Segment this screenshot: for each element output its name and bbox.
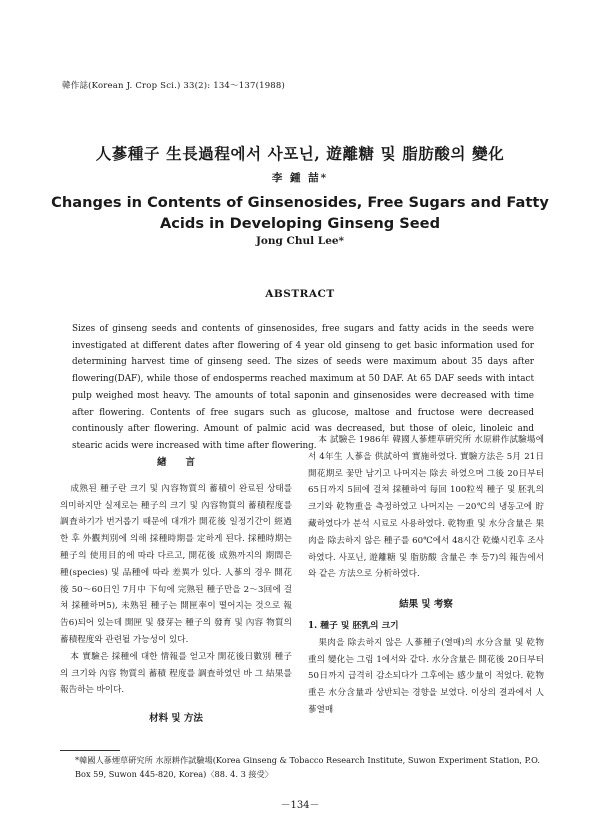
abstract-heading: ABSTRACT <box>265 288 335 300</box>
affiliation-footnote: *韓國人蔘煙草硏究所 水原耕作試驗場(Korea Ginseng & Tobacco Research Institute, Suwon Experiment Station, P.O. Box 59, Suwon 445-820, Korea)〈88. 4. 3 接受〉 <box>75 755 540 779</box>
title-english: Changes in Contents of Ginsenosides, Free Sugars and Fatty Acids in Developing Ginseng Seed <box>51 194 549 232</box>
methods-paragraph: 本 試驗은 1986年 韓國人蔘煙草硏究所 水原耕作試驗場에서 4年生 人蔘을 供試하여 實施하였다. 實驗方法은 5月 21日 開花期로 꽃만 남기고 나머지는 除去 하였으며 그後 20日부터 65日까지 5回에 걸쳐 採種하여 每回 100粒씩 種子 및 胚乳의 크기와 乾物重을 측정하였고 나머지는 －20℃의 냉동고에 貯藏하였다가 분석 시료로 사용하였다. 乾物重 및 水分含量은 果肉을 除去하지 않은 種子를 60℃에서 48시간 乾燥시킨후 조사하였다. 사포닌, 遊離糖 및 脂肪酸 含量은 李 등7)의 報告에서와 같은 方法으로 分析하였다. <box>308 435 544 580</box>
journal-reference: 韓作誌(Korean J. Crop Sci.) 33(2): 134～137(1988) <box>62 81 286 91</box>
results-heading: 結果 및 考察 <box>399 599 453 611</box>
introduction-heading: 緖 言 <box>156 457 195 468</box>
author-korean: 李 鍾 喆* <box>271 172 329 184</box>
introduction-paragraph-2: 本 實驗은 採種에 대한 情報를 얻고자 開花後日數別 種子의 크기와 內容 物質의 蓄積 程度를 調査하였던 바 그 結果를 報告하는 바이다. <box>60 651 292 696</box>
methods-heading: 材料 및 方法 <box>149 713 203 725</box>
introduction-paragraph-1: 成熟된 種子란 크기 및 內容物質의 蓄積이 완료된 상태를 의미하지만 실제로는 種子의 크기 및 內容物質의 蓄積程度를 調査하기가 번거롭기 때문에 대개가 開花後 일정기간이 經過한 후 外觀判別에 의해 採種時期를 定하게 된다. 採種時期는 種子의 使用目的에 따라 다르고, 開花後 成熟까지의 期間은 種(species) 및 品種에 따라 差異가 있다. 人蔘의 경우 開花後 50～60日인 7月中 下旬에 完熟된 種子만을 2～3回에 걸쳐 採種하며5), 未熟된 種子는 開匣率이 떨어지는 것으로 報告6)되어 있는데 開匣 및 發芽는 種子의 發育 및 內容 物質의 蓄積程度와 관련될 가능성이 있다. <box>60 483 292 645</box>
right-column <box>308 432 544 719</box>
page-number: －134－ <box>280 800 320 811</box>
title-korean: 人蔘種子 生長過程에서 사포닌, 遊離糖 및 脂肪酸의 變化 <box>95 144 505 163</box>
results-paragraph: 果肉을 除去하지 않은 人蔘種子(열매)의 水分含量 및 乾物重의 變化는 그림 1에서와 같다. 水分含量은 開花後 20日부터 50日까지 급격히 감소되다가 그후에는 感少量이 적었다. 乾物重은 水分含量과 상반되는 경향을 보였다. 이상의 결과에서 人蔘열매 <box>308 637 544 715</box>
left-column <box>60 455 292 728</box>
results-subheading: 1. 種子 및 胚乳의 크기 <box>308 620 399 631</box>
footnote-divider <box>60 750 120 751</box>
author-english: Jong Chul Lee* <box>255 235 345 247</box>
abstract-text: Sizes of ginseng seeds and contents of ginsenosides, free sugars and fatty acids in the seeds were investigated at different dates after flowering of 4 year old ginseng to get basic information used for determining harvest time of ginseng seed. The sizes of seeds were maximum about 35 days after flowering(DAF), while those of endosperms reached maximum at 50 DAF. At 65 DAF seeds with intact pulp weighed most heavy. The amounts of total saponin and ginsenosides were decreased with time after flowering. Contents of free sugars such as glucose, maltose and fructose were decreased continously after flowering. Amount of palmic acid was decreased, but those of oleic, linoleic and stearic acids were increased with time after flowering. <box>72 324 534 451</box>
